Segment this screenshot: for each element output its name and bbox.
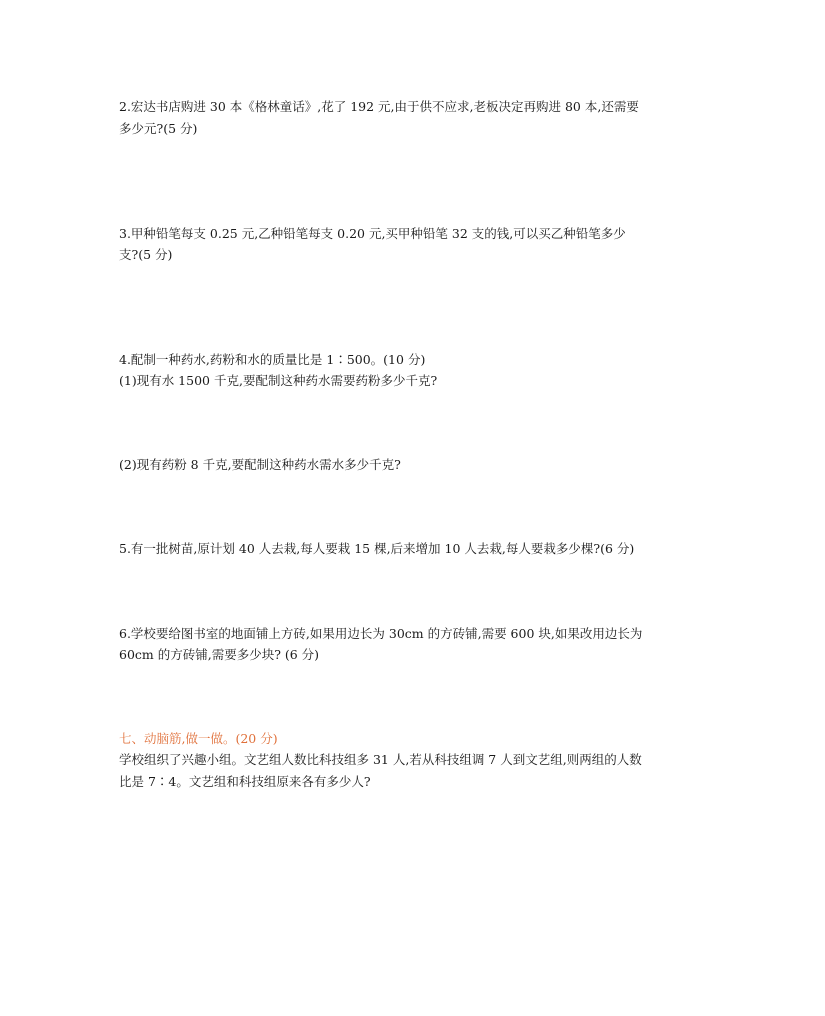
question-4-sub-1: (1)现有水 1500 千克,要配制这种药水需要药粉多少千克?: [119, 373, 438, 388]
section-7-line-1: 学校组织了兴趣小组。文艺组人数比科技组多 31 人,若从科技组调 7 人到文艺组,则两组的人数: [119, 752, 642, 767]
question-4-sub-2: (2)现有药粉 8 千克,要配制这种药水需水多少千克?: [119, 457, 401, 472]
question-5-line-1: 5.有一批树苗,原计划 40 人去栽,每人要栽 15 棵,后来增加 10 人去栽,每人要栽多少棵?(6 分): [119, 541, 635, 556]
section-7-title: 七、动脑筋,做一做。(20 分): [119, 731, 278, 746]
question-6-line-1: 6.学校要给图书室的地面铺上方砖,如果用边长为 30cm 的方砖铺,需要 600 块,如果改用边长为: [119, 626, 643, 641]
question-3-line-1: 3.甲种铅笔每支 0.25 元,乙种铅笔每支 0.20 元,买甲种铅笔 32 支的钱,可以买乙种铅笔多少: [119, 226, 626, 241]
question-2-line-2: 多少元?(5 分): [119, 121, 198, 136]
question-4-line-1: 4.配制一种药水,药粉和水的质量比是 1∶500。(10 分): [119, 352, 426, 367]
question-6-line-2: 60cm 的方砖铺,需要多少块? (6 分): [119, 647, 320, 662]
question-3-line-2: 支?(5 分): [119, 247, 173, 262]
section-7-line-2: 比是 7∶4。文艺组和科技组原来各有多少人?: [119, 774, 371, 789]
question-2-line-1: 2.宏达书店购进 30 本《格林童话》,花了 192 元,由于供不应求,老板决定再购进 80 本,还需要: [119, 99, 639, 114]
